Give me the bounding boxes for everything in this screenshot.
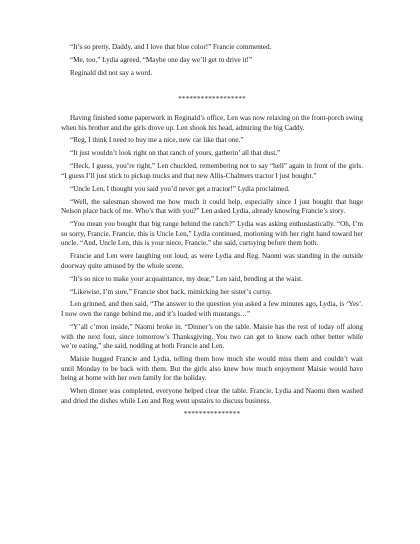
paragraph: “Y’all c’mon inside,” Naomi broke in. “Dinner’s on the table. Maisie has the rest of today off along with the next four, since tomorrow’s Thanksgiving. You two can get to know each other better while we’re eating,” she said, nodding at both Francie and Len.: [61, 322, 363, 351]
paragraph: Having finished some paperwork in Reginald’s office, Len was now relaxing on the front-porch swing when his brother and the girls drove up. Len shook his head, admiring the big Caddy.: [61, 113, 363, 132]
paragraph: Francie and Len were laughing out loud, as were Lydia and Reg. Naomi was standing in the outside doorway quite amused by the whole scene.: [61, 252, 363, 270]
section-separator: ******************: [178, 95, 246, 104]
section-separator: ***************: [183, 410, 241, 419]
paragraph: “Reg, I think I need to buy me a nice, new car like that one.”: [70, 136, 244, 145]
paragraph: “It’s so pretty, Daddy, and I love that blue color!” Francie commented.: [70, 43, 272, 51]
paragraph: Len grinned, and then said, “The answer to the question you asked a few minutes ago, Lydia, is ‘Yes’. I now own the range behind me, and it’s loaded with mustangs…”: [61, 300, 363, 319]
paragraph: “Likewise, I’m sure,” Francie shot back, mimicking her sister’s curtsy.: [70, 287, 272, 296]
paragraph: “Uncle Len, I thought you said you’d never get a tractor!” Lydia proclaimed.: [70, 184, 290, 193]
page-text: [61, 43, 363, 420]
paragraph: “It just wouldn’t look right on that ranch of yours, gatherin’ all that dust.”: [70, 149, 281, 158]
paragraph: “Heck, I guess, you’re right,” Len chuckled, remembering not to say “hell” again in front of the girls. “I guess I’ll just stick to pickup trucks and that new Allis-Chalmers tractor I just bought.”: [61, 162, 363, 180]
paragraph: “Me, too,” Lydia agreed. “Maybe one day we’ll get to drive it!”: [70, 55, 253, 64]
paragraph: “Well, the salesman showed me how much it could help, especially since I just bought that huge Nelson place back of me. Who’s that with you?” Len asked Lydia, already knowing Francie’s story.: [61, 197, 363, 216]
paragraph: “You mean you bought that big range behind the ranch?” Lydia was asking enthusiastically. “Oh, I’m so sorry, Francie. Francie, this is Uncle Len,” Lydia continued, motioning with her right hand toward her uncle. “And, Uncle Len, this is your niece, Francie,” she said, curtsying before them both.: [61, 220, 363, 248]
paragraph: “It’s so nice to make your acquaintance, my dear,” Len said, bending at the waist.: [70, 274, 303, 283]
paragraph: Reginald did not say a word.: [70, 68, 153, 77]
paragraph: Maisie hugged Francie and Lydia, telling them how much she would miss them and couldn’t wait until Monday to be back with them. But the girls also knew how much enjoyment Maisie would have being at home with her own family for the holiday.: [61, 355, 363, 383]
paragraph: When dinner was completed, everyone helped clear the table. Francie, Lydia and Naomi then washed and dried the dishes while Len and Reg went upstairs to discuss business.: [61, 387, 363, 405]
